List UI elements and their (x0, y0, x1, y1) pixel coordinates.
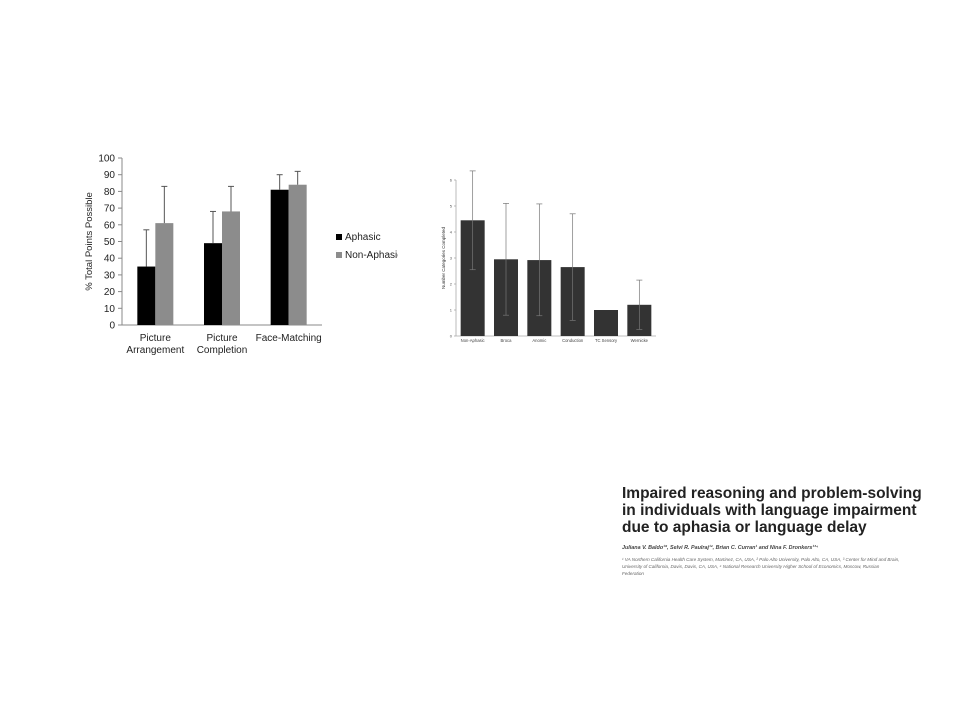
legend-swatch-non-aphasic (336, 252, 342, 258)
bar-aphasic (271, 190, 289, 325)
y-tick-label: 20 (103, 287, 115, 299)
y-tick-label: 40 (103, 253, 115, 265)
bar-aphasic (204, 243, 222, 325)
chart-1-svg (78, 148, 398, 368)
y-tick-label: 90 (103, 170, 115, 182)
x-tick-label: Arrangement (126, 345, 185, 356)
paper-affiliations: ¹ VA Northern California Health Care System, Martinez, CA, USA, ² Palo Alto University, Palo Alto, CA, USA, ³ Center for Mind and Brain, University of California, Davis, Davis, CA, USA, ⁴ National Research University Higher School of Economics, Moscow, Russian Federation (622, 557, 900, 576)
y-tick-label: 0 (109, 320, 115, 332)
y-axis-title: Number Categories Completed (441, 226, 446, 290)
x-tick-label: Face-Matching (255, 333, 322, 344)
aphasia-type-bar-chart (436, 168, 666, 348)
y-tick-label: 50 (103, 237, 115, 248)
x-tick-label: Completion (196, 345, 248, 356)
y-tick-label: 100 (98, 153, 115, 165)
x-tick-label: Wernicke (630, 338, 649, 343)
y-tick-label: 10 (103, 303, 115, 315)
y-tick-label: 30 (103, 270, 115, 282)
y-tick-label: 60 (103, 220, 115, 232)
y-tick-label: 80 (103, 186, 115, 198)
y-tick-label: 3 (449, 255, 452, 261)
bar-non-aphasic (155, 223, 173, 325)
y-tick-label: 0 (449, 333, 452, 339)
paper-title: Impaired reasoning and problem-solving in individuals with language impairment due to aphasia or language delay (622, 485, 922, 536)
x-tick-label: Non-Aphasic (460, 338, 485, 343)
y-axis-title: % Total Points Possible (84, 192, 95, 291)
bar-aphasic (137, 267, 155, 325)
chart-2-svg (436, 168, 666, 348)
paper-header (622, 485, 922, 577)
y-tick-label: 2 (449, 281, 452, 287)
bar-non-aphasic (222, 211, 240, 325)
x-tick-label: Picture (206, 333, 238, 344)
y-tick-label: 1 (449, 307, 452, 313)
y-tick-label: 4 (449, 229, 452, 235)
x-tick-label: Broca (500, 338, 512, 343)
bar-non-aphasic (289, 185, 307, 325)
y-tick-label: 70 (103, 203, 115, 215)
legend-swatch-aphasic (336, 234, 342, 240)
bar (594, 310, 618, 336)
x-tick-label: Anomic (532, 338, 547, 343)
legend-label-aphasic: Aphasic (345, 232, 381, 243)
aphasia-subtest-bar-chart (78, 148, 398, 368)
x-tick-label: TC Sensory (594, 338, 618, 343)
legend-label-non-aphasic: Non-Aphasic (345, 250, 398, 261)
y-tick-label: 6 (449, 177, 452, 183)
x-tick-label: Conduction (562, 338, 584, 343)
paper-authors: Juliana V. Baldo¹*, Selvi R. Paulraj¹², Brian C. Curran¹ and Nina F. Dronkers¹³⁴ (622, 545, 819, 551)
y-tick-label: 5 (449, 203, 452, 209)
x-tick-label: Picture (139, 333, 171, 344)
